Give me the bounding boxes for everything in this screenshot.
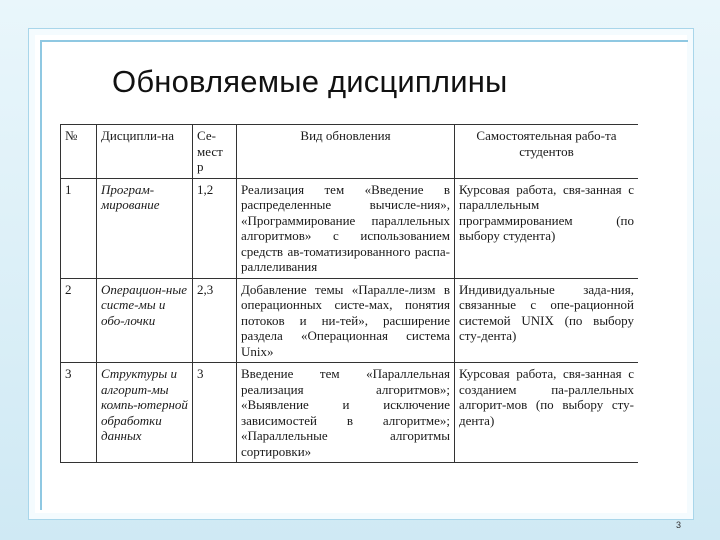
table-header-row	[61, 125, 639, 179]
cell-semester: 2,3	[193, 278, 237, 363]
cell-discipline: Операцион-ные систе-мы и обо-лочки	[97, 278, 193, 363]
cell-update: Реализация тем «Введение в распределенные вычисле-ния», «Программирование параллельных алгоритмов» с использованием средств ав-томатизированного распа-раллеливания	[237, 178, 455, 278]
cell-discipline: Структуры и алгорит-мы компь-ютерной обработки данных	[97, 363, 193, 463]
header-discipline: Дисципли-на	[97, 125, 193, 179]
table-row	[61, 178, 639, 278]
cell-independent: Курсовая работа, свя-занная с параллельным программированием (по выбору студента)	[455, 178, 639, 278]
table-row	[61, 278, 639, 363]
disciplines-table	[60, 124, 638, 463]
cell-num: 3	[61, 363, 97, 463]
page-number: 3	[676, 520, 682, 530]
cell-discipline: Програм-мирование	[97, 178, 193, 278]
cell-num: 1	[61, 178, 97, 278]
disciplines-table-container	[60, 124, 638, 504]
cell-independent: Курсовая работа, свя-занная с созданием па-раллельных алгорит-мов (по выбору сту-дента)	[455, 363, 639, 463]
cell-semester: 1,2	[193, 178, 237, 278]
cell-independent: Индивидуальные зада-ния, связанные с опе-рационной системой UNIX (по выбору сту-дента)	[455, 278, 639, 363]
cell-update: Введение тем «Параллельная реализация алгоритмов»; «Выявление и исключение зависимостей в алгоритме»; «Параллельные алгоритмы сортировки»	[237, 363, 455, 463]
cell-semester: 3	[193, 363, 237, 463]
slide-title: Обновляемые дисциплины	[112, 64, 508, 99]
header-semester: Се-мест р	[193, 125, 237, 179]
slide-accent-line	[40, 40, 688, 42]
header-update: Вид обновления	[237, 125, 455, 179]
cell-num: 2	[61, 278, 97, 363]
header-num: №	[61, 125, 97, 179]
table-row	[61, 363, 639, 463]
slide-accent-vertical-line	[40, 40, 42, 510]
cell-update: Добавление темы «Паралле-лизм в операционных систе-мах, понятия потоков и ни-тей», расширение раздела «Операционная система Unix»	[237, 278, 455, 363]
header-independent: Самостоятельная рабо-та студентов	[455, 125, 639, 179]
